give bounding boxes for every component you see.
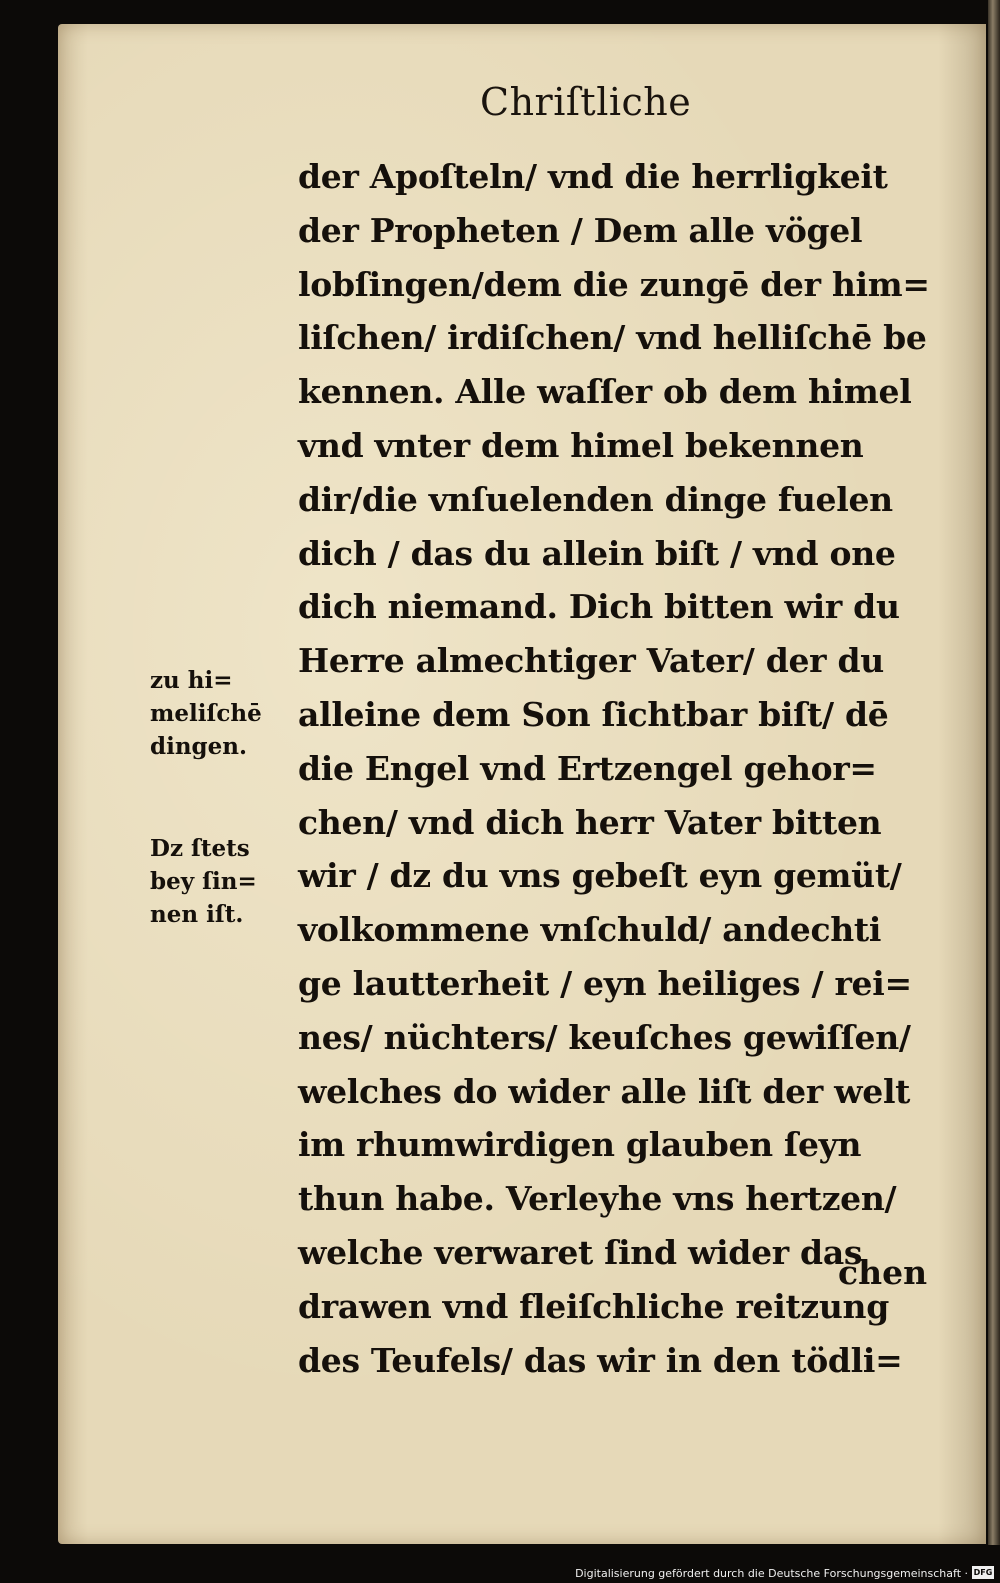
text-line: der Propheten / Dem alle vögel [298,210,863,250]
footer-bar [0,1561,1000,1583]
text-line: wir / dz du vns gebeſt eyn gemüt/ [298,856,902,896]
text-line: liſchen/ irdiſchen/ vnd helliſchē be [298,318,927,358]
text-line: lobſingen/dem die zungē der him= [298,264,930,304]
text-line: dich / das du allein biſt / vnd one [298,533,896,573]
text-line: drawen vnd fleiſchliche reitzung [298,1286,890,1326]
running-head: Chriſtliche [480,80,692,124]
page-edge [988,0,1000,1545]
text-line: dir/die vnſuelenden dinge fuelen [298,479,893,519]
text-line: volkommene vnſchuld/ andechti [298,910,882,950]
text-line: alleine dem Son ſichtbar biſt/ dē [298,694,889,734]
main-text-block [298,150,948,1387]
dfg-logo-icon: DFG [973,1568,993,1577]
marginal-note-line: bey ſin= [150,868,257,895]
text-line: kennen. Alle waſſer ob dem himel [298,372,912,412]
marginal-note-line: zu hi= [150,667,233,694]
marginal-note-line: Dz ſtets [150,835,250,862]
text-line: ge lautterheit / eyn heiliges / rei= [298,963,912,1003]
text-line: die Engel vnd Ertzengel gehor= [298,748,877,788]
funding-credit: Digitalisierung gefördert durch die Deutsche Forschungsgemeinschaft · [575,1567,968,1580]
text-line: welches do wider alle liſt der welt [298,1071,911,1111]
text-line: der Apoſteln/ vnd die herrligkeit [298,157,888,196]
marginal-note [150,664,262,763]
text-line: des Teufels/ das wir in den tödli= [298,1340,903,1380]
marginal-note [150,832,257,931]
text-line: thun habe. Verleyhe vns hertzen/ [298,1179,897,1219]
text-line: vnd vnter dem himel bekennen [298,425,864,465]
marginal-note-line: meliſchē [150,700,262,727]
marginal-note-line: dingen. [150,733,247,760]
text-line: chen/ vnd dich herr Vater bitten [298,802,882,842]
catchword: chen [838,1253,928,1292]
text-line: nes/ nüchters/ keuſches gewiſſen/ [298,1017,911,1057]
marginal-note-line: nen iſt. [150,901,244,928]
text-line: im rhumwirdigen glauben ſeyn [298,1125,862,1165]
text-line: welche verwaret ſind wider das [298,1232,863,1272]
text-line: Herre almechtiger Vater/ der du [298,641,884,681]
text-line: dich niemand. Dich bitten wir du [298,587,900,627]
